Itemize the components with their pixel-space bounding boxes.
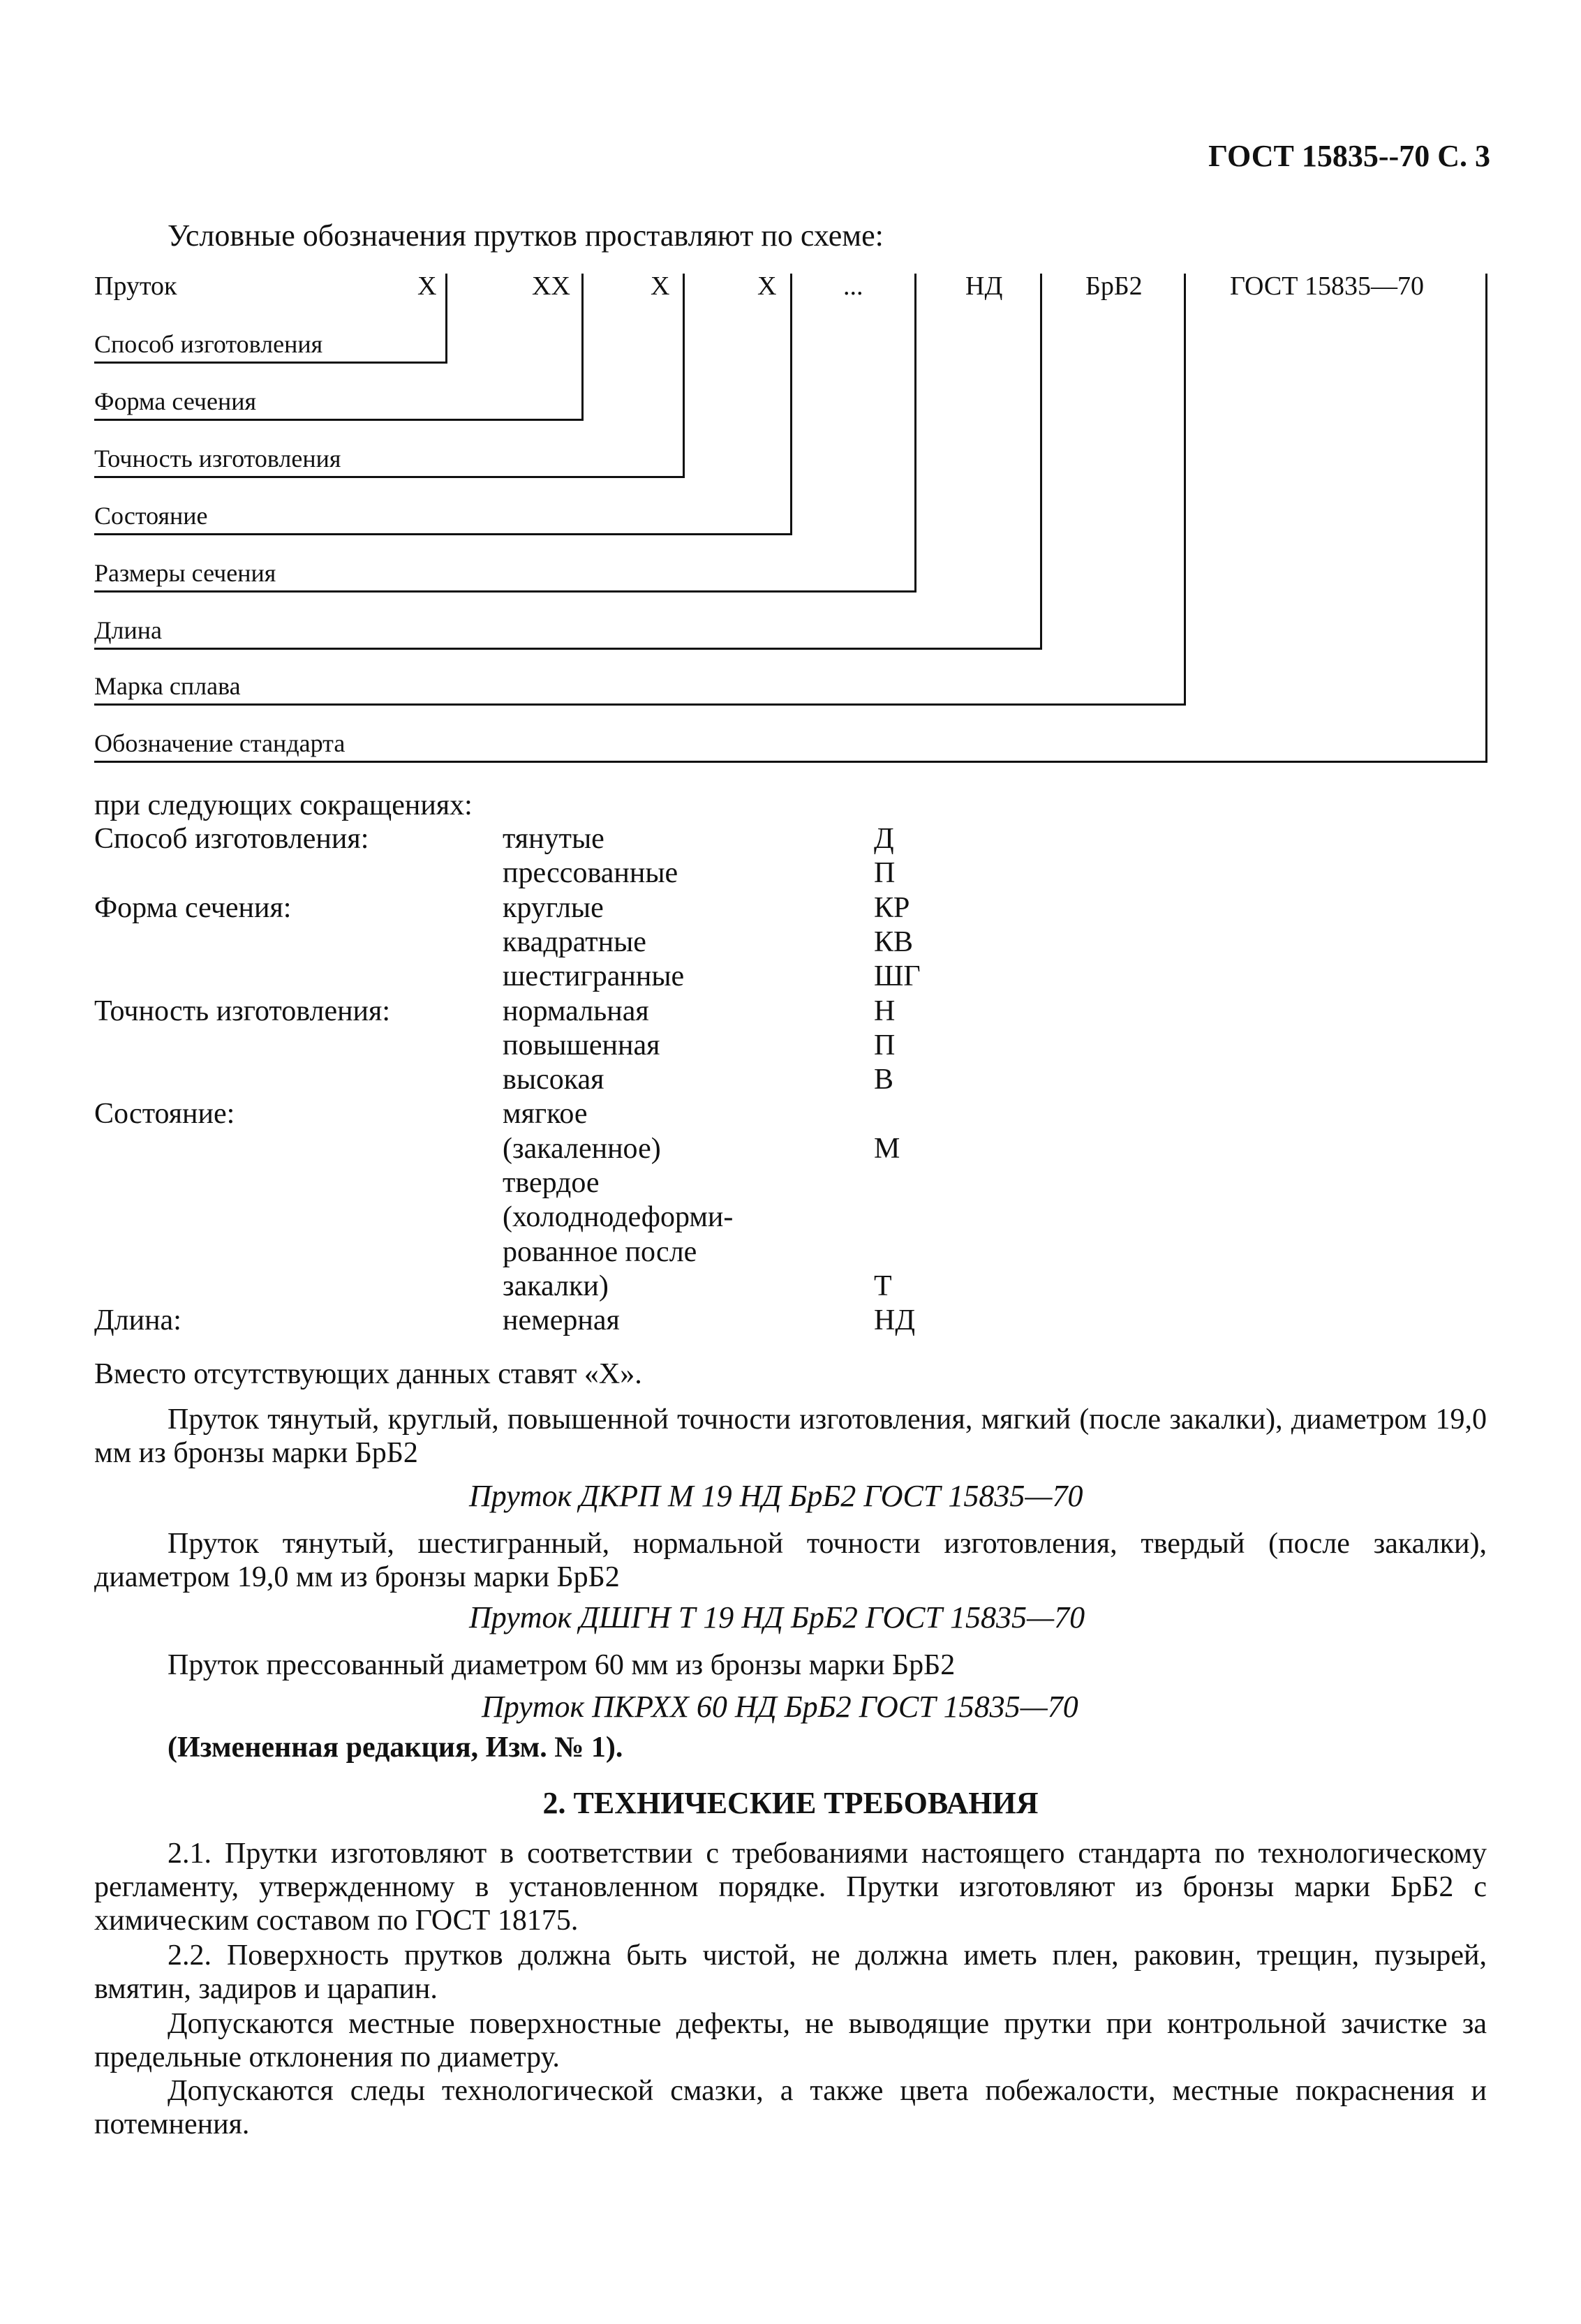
paragraph: 2.2. Поверхность прутков должна быть чистой, не должна иметь плен, раковин, трещин, пузырей, вмятин, задиров и царапин. xyxy=(94,1939,1487,2005)
abbreviation-value: повышенная xyxy=(503,1029,660,1062)
page-header: ГОСТ 15835--70 С. 3 xyxy=(1208,139,1490,173)
scheme-label: Обозначение стандарта xyxy=(94,729,346,757)
abbreviation-value: нормальная xyxy=(503,995,649,1027)
abbreviation-value: квадратные xyxy=(503,926,646,958)
abbreviation-code: В xyxy=(874,1064,894,1096)
abbreviation-label: Состояние: xyxy=(94,1098,235,1130)
abbreviation-code: КР xyxy=(874,892,910,924)
designation-scheme xyxy=(0,0,1581,775)
scheme-code: ... xyxy=(843,271,863,301)
abbreviation-code: П xyxy=(874,857,896,889)
abbreviation-value: шестигранные xyxy=(503,960,685,992)
abbreviation-value: тянутые xyxy=(503,823,604,855)
abbreviation-value: круглые xyxy=(503,892,604,924)
scheme-code: X xyxy=(417,271,437,301)
example-description: Пруток тянутый, круглый, повышенной точности изготовления, мягкий (после закалки), диаметром 19,0 мм из бронзы марки БрБ2 xyxy=(94,1403,1487,1469)
abbreviation-code: НД xyxy=(874,1304,915,1336)
abbreviation-value: закалки) xyxy=(503,1270,609,1302)
scheme-code: X xyxy=(757,271,777,301)
scheme-underline xyxy=(94,648,1042,650)
scheme-bracket-line xyxy=(683,274,685,477)
abbreviation-value: твердое xyxy=(503,1167,600,1199)
scheme-intro: Условные обозначения прутков проставляют по схеме: xyxy=(168,218,884,253)
scheme-label: Марка сплава xyxy=(94,672,241,700)
scheme-bracket-line xyxy=(1485,274,1487,762)
scheme-label: Форма сечения xyxy=(94,387,257,415)
scheme-bracket-line xyxy=(1040,274,1042,649)
abbreviation-value: мягкое xyxy=(503,1098,588,1130)
abbreviation-code: Н xyxy=(874,995,896,1027)
example-designation: Пруток ДШГН Т 19 НД БрБ2 ГОСТ 15835—70 xyxy=(469,1600,1085,1634)
scheme-code: ГОСТ 15835—70 xyxy=(1230,271,1424,301)
abbreviation-label: Способ изготовления: xyxy=(94,823,369,855)
scheme-label: Способ изготовления xyxy=(94,330,323,358)
scheme-underline xyxy=(94,703,1186,706)
abbreviation-label: Форма сечения: xyxy=(94,892,292,924)
abbreviation-code: П xyxy=(874,1029,896,1062)
example-description: Пруток прессованный диаметром 60 мм из бронзы марки БрБ2 xyxy=(168,1649,956,1681)
abbreviations-intro: при следующих сокращениях: xyxy=(94,789,473,821)
abbreviation-value: немерная xyxy=(503,1304,620,1336)
abbreviation-value: (закаленное) xyxy=(503,1133,661,1165)
scheme-underline xyxy=(94,419,584,421)
scheme-label: Размеры сечения xyxy=(94,559,276,587)
scheme-code: X xyxy=(651,271,670,301)
example-description: Пруток тянутый, шестигранный, нормальной точности изготовления, твердый (после закалки), диаметром 19,0 мм из бронзы марки БрБ2 xyxy=(94,1528,1487,1593)
paragraph: Допускаются следы технологической смазки, а также цвета побежалости, местные покраснения и потемнения. xyxy=(94,2075,1487,2140)
missing-data-note: Вместо отсутствующих данных ставят «Х». xyxy=(94,1358,642,1390)
scheme-label: Состояние xyxy=(94,502,208,530)
scheme-bracket-line xyxy=(581,274,584,420)
scheme-underline xyxy=(94,761,1487,763)
scheme-label: Точность изготовления xyxy=(94,445,341,472)
abbreviation-value: высокая xyxy=(503,1064,604,1096)
abbreviation-code: М xyxy=(874,1133,900,1165)
abbreviation-code: Д xyxy=(874,823,894,855)
scheme-underline xyxy=(94,533,792,535)
scheme-underline xyxy=(94,476,685,478)
abbreviation-code: КВ xyxy=(874,926,914,958)
section-title: 2. ТЕХНИЧЕСКИЕ ТРЕБОВАНИЯ xyxy=(542,1786,1039,1820)
abbreviation-code: Т xyxy=(874,1270,892,1302)
abbreviation-value: рованное после xyxy=(503,1236,697,1268)
scheme-bracket-line xyxy=(790,274,792,535)
scheme-code: XX xyxy=(532,271,570,301)
scheme-label: Длина xyxy=(94,616,163,644)
scheme-bracket-line xyxy=(1184,274,1186,705)
scheme-bracket-line xyxy=(914,274,916,592)
example-designation: Пруток ДКРП М 19 НД БрБ2 ГОСТ 15835—70 xyxy=(469,1479,1083,1513)
abbreviation-value: (холоднодеформи- xyxy=(503,1201,734,1233)
revision-note: (Измененная редакция, Изм. № 1). xyxy=(168,1731,623,1764)
scheme-underline xyxy=(94,590,916,593)
example-designation: Пруток ПКРХХ 60 НД БрБ2 ГОСТ 15835—70 xyxy=(482,1690,1078,1724)
scheme-product: Пруток xyxy=(94,271,177,301)
paragraph: 2.1. Прутки изготовляют в соответствии с требованиями настоящего стандарта по технологическому регламенту, утвержденному в установленном порядке. Прутки изготовляют из бронзы марки БрБ2 с химическим составом по ГОСТ 18175. xyxy=(94,1838,1487,1937)
scheme-code: НД xyxy=(965,271,1003,301)
abbreviation-code: ШГ xyxy=(874,960,921,992)
abbreviation-value: прессованные xyxy=(503,857,678,889)
scheme-bracket-line xyxy=(445,274,447,363)
abbreviation-label: Длина: xyxy=(94,1304,181,1336)
scheme-code: БрБ2 xyxy=(1085,271,1143,301)
paragraph: Допускаются местные поверхностные дефекты, не выводящие прутки при контрольной зачистке за предельные отклонения по диаметру. xyxy=(94,2008,1487,2073)
scheme-underline xyxy=(94,362,447,364)
abbreviation-label: Точность изготовления: xyxy=(94,995,391,1027)
